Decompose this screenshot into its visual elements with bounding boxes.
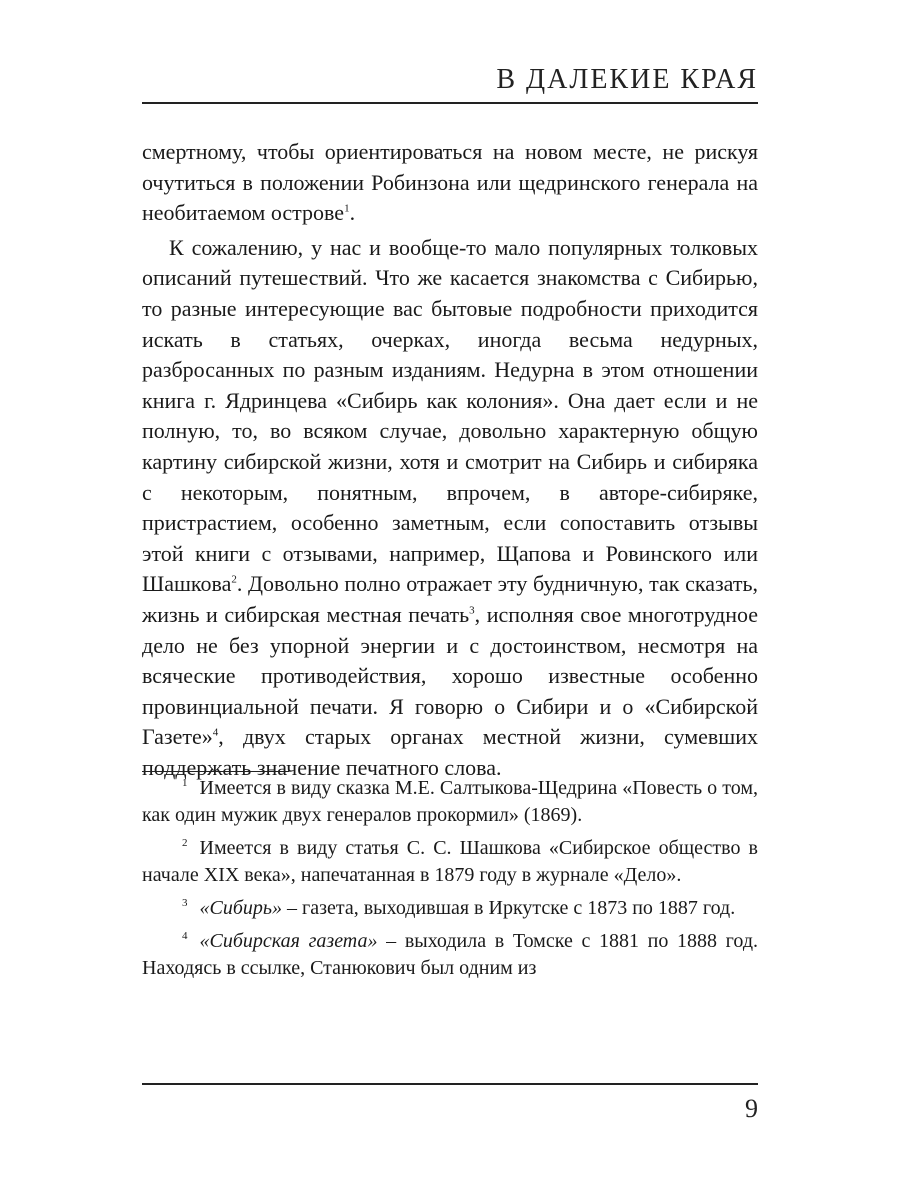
paragraph-1-end: . xyxy=(349,200,356,226)
footnote-separator xyxy=(142,771,289,772)
running-title: В ДАЛЕКИЕ КРАЯ xyxy=(496,64,758,95)
footnote-number: 4 xyxy=(182,930,188,943)
footnote-3 xyxy=(142,895,758,922)
header-rule xyxy=(142,102,758,104)
footnote-text: – выходила в Томске с 1881 по 1888 год. Находясь в ссылке, Станюкович был одним из xyxy=(142,930,758,979)
footnote-4 xyxy=(142,928,758,982)
footnote-number: 2 xyxy=(182,837,188,850)
footer-rule xyxy=(142,1083,758,1085)
page-number: 9 xyxy=(745,1094,758,1123)
footnote-ref-1[interactable]: 1 xyxy=(344,202,350,215)
footnote-2 xyxy=(142,835,758,889)
footnote-number: 1 xyxy=(182,777,188,790)
paragraph-1 xyxy=(142,137,758,229)
footnote-1 xyxy=(142,775,758,829)
footnote-text: – газета, выходившая в Иркутске с 1873 по 1887 год. xyxy=(282,897,736,919)
paragraph-2-seg-3: , исполняя свое многотрудное дело не без упорной энергии и с достоинством, несмотря на всяческие противодействия, хорошо известные особенно провинциальной печати. Я говорю о Сибири и о «Сибирской Газете» xyxy=(142,601,758,750)
paragraph-1-text: смертному, чтобы ориентироваться на новом месте, не рискуя очутиться в положении Робинзона или щедринского генерала на необитаемом острове xyxy=(142,139,758,226)
footnote-italic: «Сибирская газета» xyxy=(199,930,378,952)
footnote-italic: «Сибирь» xyxy=(199,897,282,919)
paragraph-2 xyxy=(142,233,758,784)
main-text xyxy=(142,137,758,783)
footnote-number: 3 xyxy=(182,897,188,910)
paragraph-2-seg-4: , двух старых органах местной жизни, сумевших поддержать значение печатного слова. xyxy=(142,724,758,780)
footnotes xyxy=(142,775,758,988)
footnote-ref-2[interactable]: 2 xyxy=(231,573,237,586)
footnote-ref-3[interactable]: 3 xyxy=(469,604,475,617)
paragraph-2-seg-2: . Довольно полно отражает эту будничную, так сказать, жизнь и сибирская местная печать xyxy=(142,571,758,627)
footnote-ref-4[interactable]: 4 xyxy=(212,726,219,739)
paragraph-2-seg-1: К сожалению, у нас и вообще-то мало популярных толковых описаний путешествий. Что же касается знакомства с Сибирью, то разные интересующие вас бытовые подробности приходится искать в статьях, очерках, иногда весьма недурных, разбросанных по разным изданиям. Недурна в этом отношении книга г. Ядринцева «Сибирь как колония». Она дает если и не полную, то, во всяком случае, довольно характерную общую картину сибирской жизни, хотя и смотрит на Сибирь и сибиряка с некоторым, понятным, впрочем, в авторе-сибиряке, пристрастием, особенно заметным, если сопоставить отзывы этой книги с отзывами, например, Щапова и Ровинского или Шашкова xyxy=(142,234,758,597)
footnote-text: Имеется в виду сказка М.Е. Салтыкова-Щедрина «Повесть о том, как один мужик двух генералов прокормил» (1869). xyxy=(142,777,758,826)
footnote-text: Имеется в виду статья С. С. Шашкова «Сибирское общество в начале XIX века», напечатанная в 1879 году в журнале «Дело». xyxy=(142,837,758,886)
